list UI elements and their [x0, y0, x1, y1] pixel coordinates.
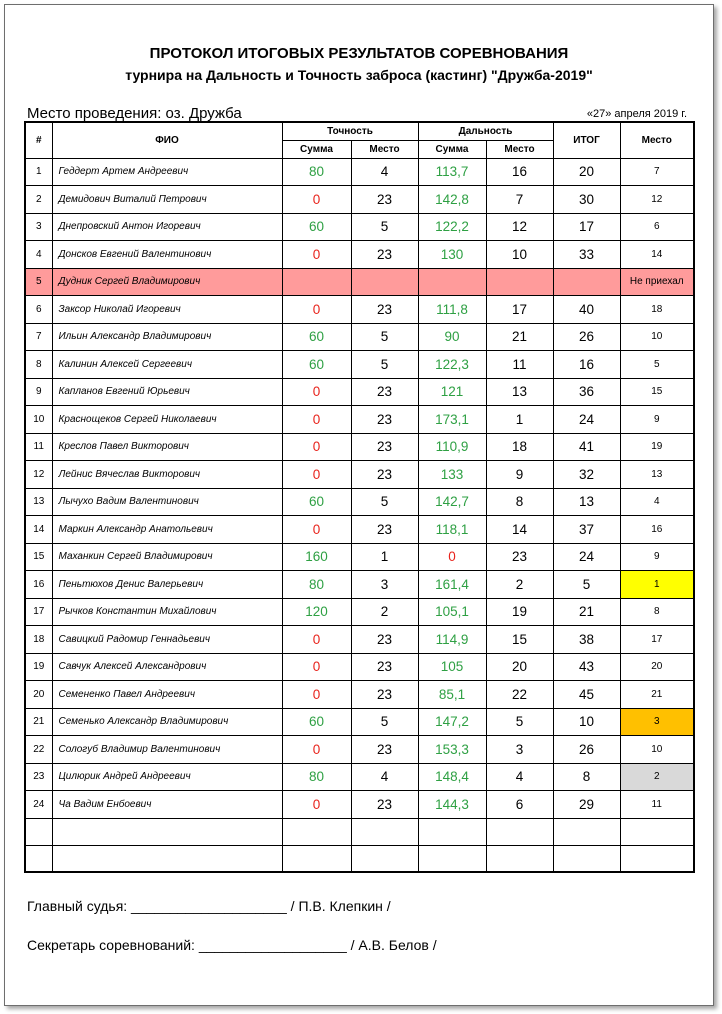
final-place: 16: [620, 516, 694, 544]
distance-sum: 118,1: [418, 516, 486, 544]
total-score: 21: [553, 598, 620, 626]
empty-cell: [351, 818, 418, 845]
participant-name: Калинин Алексей Сергеевич: [52, 351, 282, 379]
participant-name: Маханкин Сергей Владимирович: [52, 543, 282, 571]
empty-cell: [52, 845, 282, 872]
participant-name: Ильин Александр Владимирович: [52, 323, 282, 351]
distance-place: 12: [486, 213, 553, 241]
table-row: [25, 378, 694, 406]
distance-sum: 114,9: [418, 626, 486, 654]
participant-name: Краснощеков Сергей Николаевич: [52, 406, 282, 434]
distance-sum: 121: [418, 378, 486, 406]
accuracy-place: [351, 268, 418, 296]
distance-sum: 173,1: [418, 406, 486, 434]
distance-place: 14: [486, 516, 553, 544]
empty-cell: [25, 845, 52, 872]
accuracy-place: 5: [351, 708, 418, 736]
table-row: [25, 433, 694, 461]
row-number: 8: [25, 351, 52, 379]
table-row: [25, 736, 694, 764]
final-place: 20: [620, 653, 694, 681]
participant-name: Заксор Николай Игоревич: [52, 296, 282, 324]
distance-place: 15: [486, 626, 553, 654]
row-number: 20: [25, 681, 52, 709]
accuracy-sum: 0: [282, 433, 351, 461]
col-acc-sum-header: Сумма: [282, 140, 351, 158]
table-row: [25, 351, 694, 379]
participant-name: Семенько Александр Владимирович: [52, 708, 282, 736]
table-row: [25, 571, 694, 599]
accuracy-place: 23: [351, 461, 418, 489]
participant-name: Днепровский Антон Игоревич: [52, 213, 282, 241]
accuracy-place: 2: [351, 598, 418, 626]
col-fio-header: ФИО: [52, 122, 282, 158]
accuracy-place: 23: [351, 186, 418, 214]
col-acc-place-header: Место: [351, 140, 418, 158]
table-row: [25, 406, 694, 434]
participant-name: Донсков Евгений Валентинович: [52, 241, 282, 269]
accuracy-sum: 0: [282, 516, 351, 544]
accuracy-sum: 80: [282, 571, 351, 599]
accuracy-sum: 0: [282, 736, 351, 764]
participant-name: Ча Вадим Енбоевич: [52, 791, 282, 819]
row-number: 2: [25, 186, 52, 214]
empty-cell: [25, 818, 52, 845]
final-place: Не приехал: [620, 268, 694, 296]
date-label: «27» апреля 2019 г.: [586, 108, 687, 120]
final-place: 14: [620, 241, 694, 269]
accuracy-place: 4: [351, 158, 418, 186]
document-subtitle: турнира на Дальность и Точность заброса (кастинг) "Дружба-2019": [125, 67, 593, 83]
total-score: 38: [553, 626, 620, 654]
accuracy-sum: 120: [282, 598, 351, 626]
participant-name: Цилюрик Андрей Андреевич: [52, 763, 282, 791]
accuracy-sum: 160: [282, 543, 351, 571]
total-score: 13: [553, 488, 620, 516]
distance-sum: 133: [418, 461, 486, 489]
row-number: 22: [25, 736, 52, 764]
empty-cell: [52, 818, 282, 845]
accuracy-place: 23: [351, 241, 418, 269]
row-number: 24: [25, 791, 52, 819]
accuracy-sum: 0: [282, 378, 351, 406]
col-dist-sum-header: Сумма: [418, 140, 486, 158]
participant-name: Пеньтюхов Денис Валерьевич: [52, 571, 282, 599]
empty-cell: [486, 818, 553, 845]
empty-cell: [620, 845, 694, 872]
accuracy-sum: 60: [282, 323, 351, 351]
accuracy-sum: 0: [282, 626, 351, 654]
distance-sum: 122,3: [418, 351, 486, 379]
final-place: 8: [620, 598, 694, 626]
accuracy-sum: 60: [282, 708, 351, 736]
distance-sum: 0: [418, 543, 486, 571]
empty-cell: [553, 845, 620, 872]
accuracy-sum: 0: [282, 186, 351, 214]
participant-name: Савчук Алексей Александрович: [52, 653, 282, 681]
total-score: [553, 268, 620, 296]
table-row: [25, 681, 694, 709]
distance-sum: 122,2: [418, 213, 486, 241]
distance-sum: 85,1: [418, 681, 486, 709]
empty-cell: [620, 818, 694, 845]
table-row: [25, 158, 694, 186]
row-number: 1: [25, 158, 52, 186]
final-place: 10: [620, 323, 694, 351]
table-row: [25, 791, 694, 819]
final-place: 13: [620, 461, 694, 489]
total-score: 24: [553, 406, 620, 434]
table-row: [25, 213, 694, 241]
table-row: [25, 708, 694, 736]
final-place: 19: [620, 433, 694, 461]
distance-sum: 110,9: [418, 433, 486, 461]
col-dist-place-header: Место: [486, 140, 553, 158]
row-number: 5: [25, 268, 52, 296]
distance-place: 8: [486, 488, 553, 516]
total-score: 36: [553, 378, 620, 406]
row-number: 15: [25, 543, 52, 571]
distance-place: 23: [486, 543, 553, 571]
col-final-place-header: Место: [620, 122, 694, 158]
distance-place: [486, 268, 553, 296]
distance-place: 5: [486, 708, 553, 736]
distance-sum: 148,4: [418, 763, 486, 791]
total-score: 33: [553, 241, 620, 269]
empty-cell: [418, 845, 486, 872]
total-score: 17: [553, 213, 620, 241]
total-score: 41: [553, 433, 620, 461]
participant-name: Семененко Павел Андреевич: [52, 681, 282, 709]
distance-sum: 153,3: [418, 736, 486, 764]
results-table: [24, 121, 695, 873]
total-score: 24: [553, 543, 620, 571]
accuracy-place: 23: [351, 296, 418, 324]
empty-cell: [282, 818, 351, 845]
final-place: 18: [620, 296, 694, 324]
row-number: 23: [25, 763, 52, 791]
distance-sum: 90: [418, 323, 486, 351]
distance-place: 3: [486, 736, 553, 764]
empty-cell: [351, 845, 418, 872]
empty-row: [25, 818, 694, 845]
accuracy-sum: 0: [282, 461, 351, 489]
empty-cell: [553, 818, 620, 845]
final-place: 17: [620, 626, 694, 654]
accuracy-sum: 60: [282, 351, 351, 379]
final-place: 4: [620, 488, 694, 516]
participant-name: Сологуб Владимир Валентинович: [52, 736, 282, 764]
table-row: [25, 296, 694, 324]
row-number: 7: [25, 323, 52, 351]
distance-sum: 113,7: [418, 158, 486, 186]
distance-sum: 161,4: [418, 571, 486, 599]
table-row: [25, 626, 694, 654]
accuracy-sum: [282, 268, 351, 296]
distance-sum: 142,8: [418, 186, 486, 214]
accuracy-place: 5: [351, 351, 418, 379]
accuracy-sum: 0: [282, 681, 351, 709]
total-score: 40: [553, 296, 620, 324]
secretary-signature: Секретарь соревнований: ___________________ / А.В. Белов /: [27, 937, 437, 953]
table-row: [25, 543, 694, 571]
total-score: 45: [553, 681, 620, 709]
total-score: 29: [553, 791, 620, 819]
final-place: 11: [620, 791, 694, 819]
distance-sum: 142,7: [418, 488, 486, 516]
distance-sum: 105,1: [418, 598, 486, 626]
table-row: [25, 323, 694, 351]
row-number: 4: [25, 241, 52, 269]
row-number: 11: [25, 433, 52, 461]
distance-sum: 111,8: [418, 296, 486, 324]
col-accuracy-header: Точность: [282, 122, 418, 140]
row-number: 16: [25, 571, 52, 599]
accuracy-place: 23: [351, 516, 418, 544]
row-number: 14: [25, 516, 52, 544]
participant-name: Дудник Сергей Владимирович: [52, 268, 282, 296]
distance-place: 13: [486, 378, 553, 406]
distance-place: 21: [486, 323, 553, 351]
row-number: 12: [25, 461, 52, 489]
accuracy-place: 23: [351, 736, 418, 764]
row-number: 3: [25, 213, 52, 241]
final-place: 12: [620, 186, 694, 214]
participant-name: Савицкий Радомир Геннадьевич: [52, 626, 282, 654]
participant-name: Геддерт Артем Андреевич: [52, 158, 282, 186]
distance-place: 17: [486, 296, 553, 324]
row-number: 13: [25, 488, 52, 516]
final-place: 6: [620, 213, 694, 241]
final-place: 9: [620, 543, 694, 571]
accuracy-place: 23: [351, 433, 418, 461]
distance-place: 9: [486, 461, 553, 489]
final-place: 15: [620, 378, 694, 406]
row-number: 17: [25, 598, 52, 626]
empty-cell: [486, 845, 553, 872]
accuracy-place: 4: [351, 763, 418, 791]
results-body: [25, 158, 694, 872]
accuracy-place: 23: [351, 626, 418, 654]
accuracy-sum: 0: [282, 653, 351, 681]
table-row: [25, 488, 694, 516]
accuracy-place: 23: [351, 378, 418, 406]
accuracy-place: 23: [351, 681, 418, 709]
final-place: 3: [620, 708, 694, 736]
table-row: [25, 186, 694, 214]
protocol-page: [4, 4, 714, 1006]
final-place: 2: [620, 763, 694, 791]
distance-place: 2: [486, 571, 553, 599]
table-row: [25, 241, 694, 269]
accuracy-sum: 80: [282, 158, 351, 186]
participant-name: Креслов Павел Викторович: [52, 433, 282, 461]
row-number: 18: [25, 626, 52, 654]
document-title: ПРОТОКОЛ ИТОГОВЫХ РЕЗУЛЬТАТОВ СОРЕВНОВАНИЯ: [149, 45, 569, 62]
distance-place: 18: [486, 433, 553, 461]
total-score: 37: [553, 516, 620, 544]
final-place: 9: [620, 406, 694, 434]
total-score: 26: [553, 323, 620, 351]
row-number: 19: [25, 653, 52, 681]
final-place: 10: [620, 736, 694, 764]
total-score: 10: [553, 708, 620, 736]
accuracy-sum: 0: [282, 296, 351, 324]
participant-name: Рычков Константин Михайлович: [52, 598, 282, 626]
total-score: 43: [553, 653, 620, 681]
accuracy-place: 5: [351, 213, 418, 241]
participant-name: Капланов Евгений Юрьевич: [52, 378, 282, 406]
distance-place: 6: [486, 791, 553, 819]
row-number: 21: [25, 708, 52, 736]
total-score: 30: [553, 186, 620, 214]
participant-name: Лейнис Вячеслав Викторович: [52, 461, 282, 489]
accuracy-sum: 80: [282, 763, 351, 791]
row-number: 10: [25, 406, 52, 434]
table-row: [25, 653, 694, 681]
distance-sum: 147,2: [418, 708, 486, 736]
distance-place: 1: [486, 406, 553, 434]
empty-row: [25, 845, 694, 872]
col-distance-header: Дальность: [418, 122, 553, 140]
participant-name: Демидович Виталий Петрович: [52, 186, 282, 214]
accuracy-sum: 0: [282, 791, 351, 819]
accuracy-sum: 60: [282, 488, 351, 516]
distance-sum: 105: [418, 653, 486, 681]
accuracy-sum: 0: [282, 241, 351, 269]
distance-place: 16: [486, 158, 553, 186]
distance-sum: 130: [418, 241, 486, 269]
total-score: 16: [553, 351, 620, 379]
final-place: 21: [620, 681, 694, 709]
total-score: 26: [553, 736, 620, 764]
distance-place: 10: [486, 241, 553, 269]
total-score: 8: [553, 763, 620, 791]
final-place: 7: [620, 158, 694, 186]
empty-cell: [418, 818, 486, 845]
distance-place: 4: [486, 763, 553, 791]
distance-place: 7: [486, 186, 553, 214]
row-number: 6: [25, 296, 52, 324]
accuracy-place: 23: [351, 791, 418, 819]
distance-place: 20: [486, 653, 553, 681]
final-place: 1: [620, 571, 694, 599]
table-row: [25, 516, 694, 544]
table-row: [25, 763, 694, 791]
table-row: [25, 268, 694, 296]
total-score: 20: [553, 158, 620, 186]
table-row: [25, 598, 694, 626]
accuracy-place: 5: [351, 323, 418, 351]
distance-place: 11: [486, 351, 553, 379]
accuracy-place: 1: [351, 543, 418, 571]
participant-name: Лычухо Вадим Валентинович: [52, 488, 282, 516]
accuracy-place: 23: [351, 653, 418, 681]
accuracy-place: 3: [351, 571, 418, 599]
distance-place: 22: [486, 681, 553, 709]
distance-place: 19: [486, 598, 553, 626]
empty-cell: [282, 845, 351, 872]
row-number: 9: [25, 378, 52, 406]
col-total-header: ИТОГ: [553, 122, 620, 158]
total-score: 32: [553, 461, 620, 489]
table-row: [25, 461, 694, 489]
total-score: 5: [553, 571, 620, 599]
participant-name: Маркин Александр Анатольевич: [52, 516, 282, 544]
chief-judge-signature: Главный судья: ____________________ / П.В. Клепкин /: [27, 898, 391, 914]
accuracy-place: 5: [351, 488, 418, 516]
accuracy-place: 23: [351, 406, 418, 434]
col-num-header: #: [25, 122, 52, 158]
accuracy-sum: 0: [282, 406, 351, 434]
distance-sum: 144,3: [418, 791, 486, 819]
venue-label: Место проведения: оз. Дружба: [27, 105, 242, 122]
final-place: 5: [620, 351, 694, 379]
accuracy-sum: 60: [282, 213, 351, 241]
distance-sum: [418, 268, 486, 296]
